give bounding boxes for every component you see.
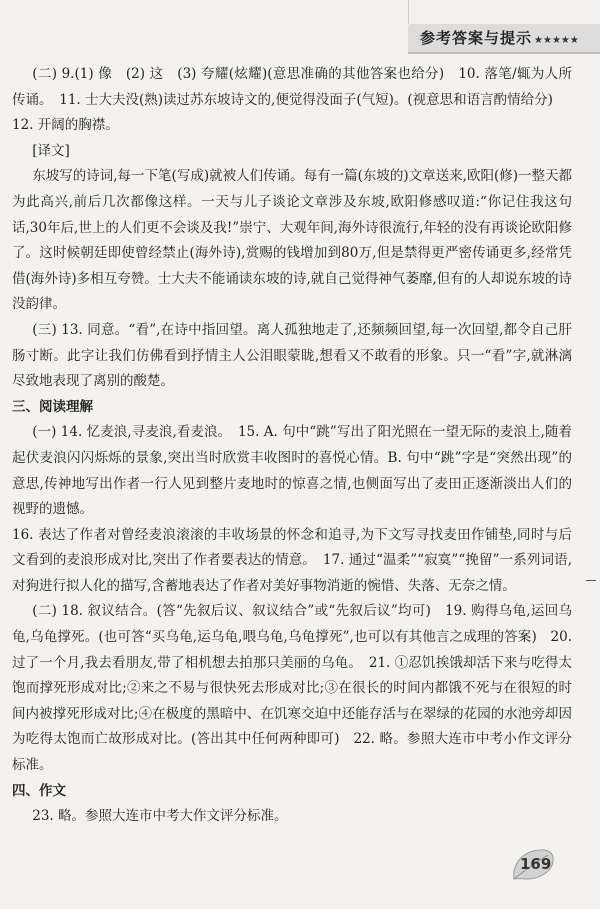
answer-paragraph-23: 23. 略。参照大连市中考大作文评分标准。 bbox=[32, 808, 288, 825]
answer-paragraph-14-15: (一) 14. 忆麦浪,寻麦浪,看麦浪。 15. A. 句中“跳”写出了阳光照在一望无际的麦浪上,随着起伏麦浪闪闪烁烁的景象,突出当时欣赏丰收图时的喜悦心情。B. 句中“跳”字是“突然出现”的意思,传神地写出作者一行人见到整片麦地时的惊喜之情,也侧面写出了麦田正逐渐淡出人们的视野的遗憾。 bbox=[12, 424, 572, 518]
section-heading-composition: 四、作文 bbox=[12, 782, 66, 799]
answer-paragraph-13: (三) 13. 同意。“看”,在诗中指回望。离人孤独地走了,还频频回望,每一次回望,都令自己肝肠寸断。此字让我们仿佛看到抒情主人公泪眼蒙眬,想看又不敢看的形象。只一“看”字,就淋漓尽致地表现了离别的酸楚。 bbox=[12, 321, 572, 390]
page-number bbox=[510, 847, 556, 883]
answer-paragraph-12: 12. 开阔的胸襟。 bbox=[12, 117, 119, 134]
answer-paragraph-9-11: (二) 9.(1) 像 (2) 这 (3) 夸耀(炫耀)(意思准确的其他答案也给分) 10. 落笔/辄为人所传诵。 11. 士大夫没(熟)读过苏东坡诗文的,便觉得没面子(气短)。(视意思和语言酌情给分) bbox=[12, 66, 572, 108]
page-header bbox=[420, 27, 579, 48]
page-number-text: 169 bbox=[520, 855, 552, 873]
rating-stars-icon: ★★★★★ bbox=[534, 35, 579, 46]
translation-label: [译文] bbox=[32, 142, 70, 159]
answer-content bbox=[12, 62, 572, 830]
translation-paragraph: 东坡写的诗词,每一下笔(写成)就被人们传诵。每有一篇(东坡的)文章送来,欧阳(修)一整天都为此高兴,前后几次都像这样。一天与儿子谈论文章涉及东坡,欧阳修感叹道:“你记住我这句话,30年后,世上的人们更不会谈及我!”崇宁、大观年间,海外诗很流行,年轻的没有再谈论欧阳修了。这时候朝廷即使曾经禁止(海外诗),赏赐的钱增加到80万,但是禁得更严密传诵更多,经常凭借(海外诗)多相互夸赞。士大夫不能诵读东坡的诗,就自己觉得神气萎靡,但有的人却说东坡的诗没韵律。 bbox=[12, 168, 572, 313]
header-divider bbox=[408, 0, 409, 24]
margin-mark bbox=[586, 580, 596, 581]
section-heading-reading: 三、阅读理解 bbox=[12, 398, 93, 415]
header-title: 参考答案与提示 bbox=[420, 29, 533, 47]
answer-paragraph-16-17: 16. 表达了作者对曾经麦浪滚滚的丰收场景的怀念和追寻,为下文写寻找麦田作铺垫,同时与后文看到的麦浪形成对比,突出了作者要表达的情意。 17. 通过“温柔”“寂寞”“挽留”一系列词语,对狗进行拟人化的描写,含蓄地表达了作者对美好事物消逝的惋惜、失落、无奈之情。 bbox=[12, 526, 572, 594]
answer-paragraph-18-22: (二) 18. 叙议结合。(答“先叙后议、叙议结合”或“先叙后议”均可) 19. 购得乌龟,运回乌龟,乌龟撑死。(也可答“买乌龟,运乌龟,喂乌龟,乌龟撑死”,也可以有其他言之成理的答案) 20. 过了一个月,我去看朋友,带了相机想去拍那只美丽的乌龟。 21. ①忍饥挨饿却活下来与吃得太饱而撑死形成对比;②来之不易与很快死去形成对比;③在很长的时间内都饿不死与在很短的时间内被撑死形成对比;④在极度的黑暗中、在饥寒交迫中还能存活与在翠绿的花园的水池旁却因为吃得太饱而亡故形成对比。(答出其中任何两种即可) 22. 略。参照大连市中考小作文评分标准。 bbox=[12, 603, 572, 774]
